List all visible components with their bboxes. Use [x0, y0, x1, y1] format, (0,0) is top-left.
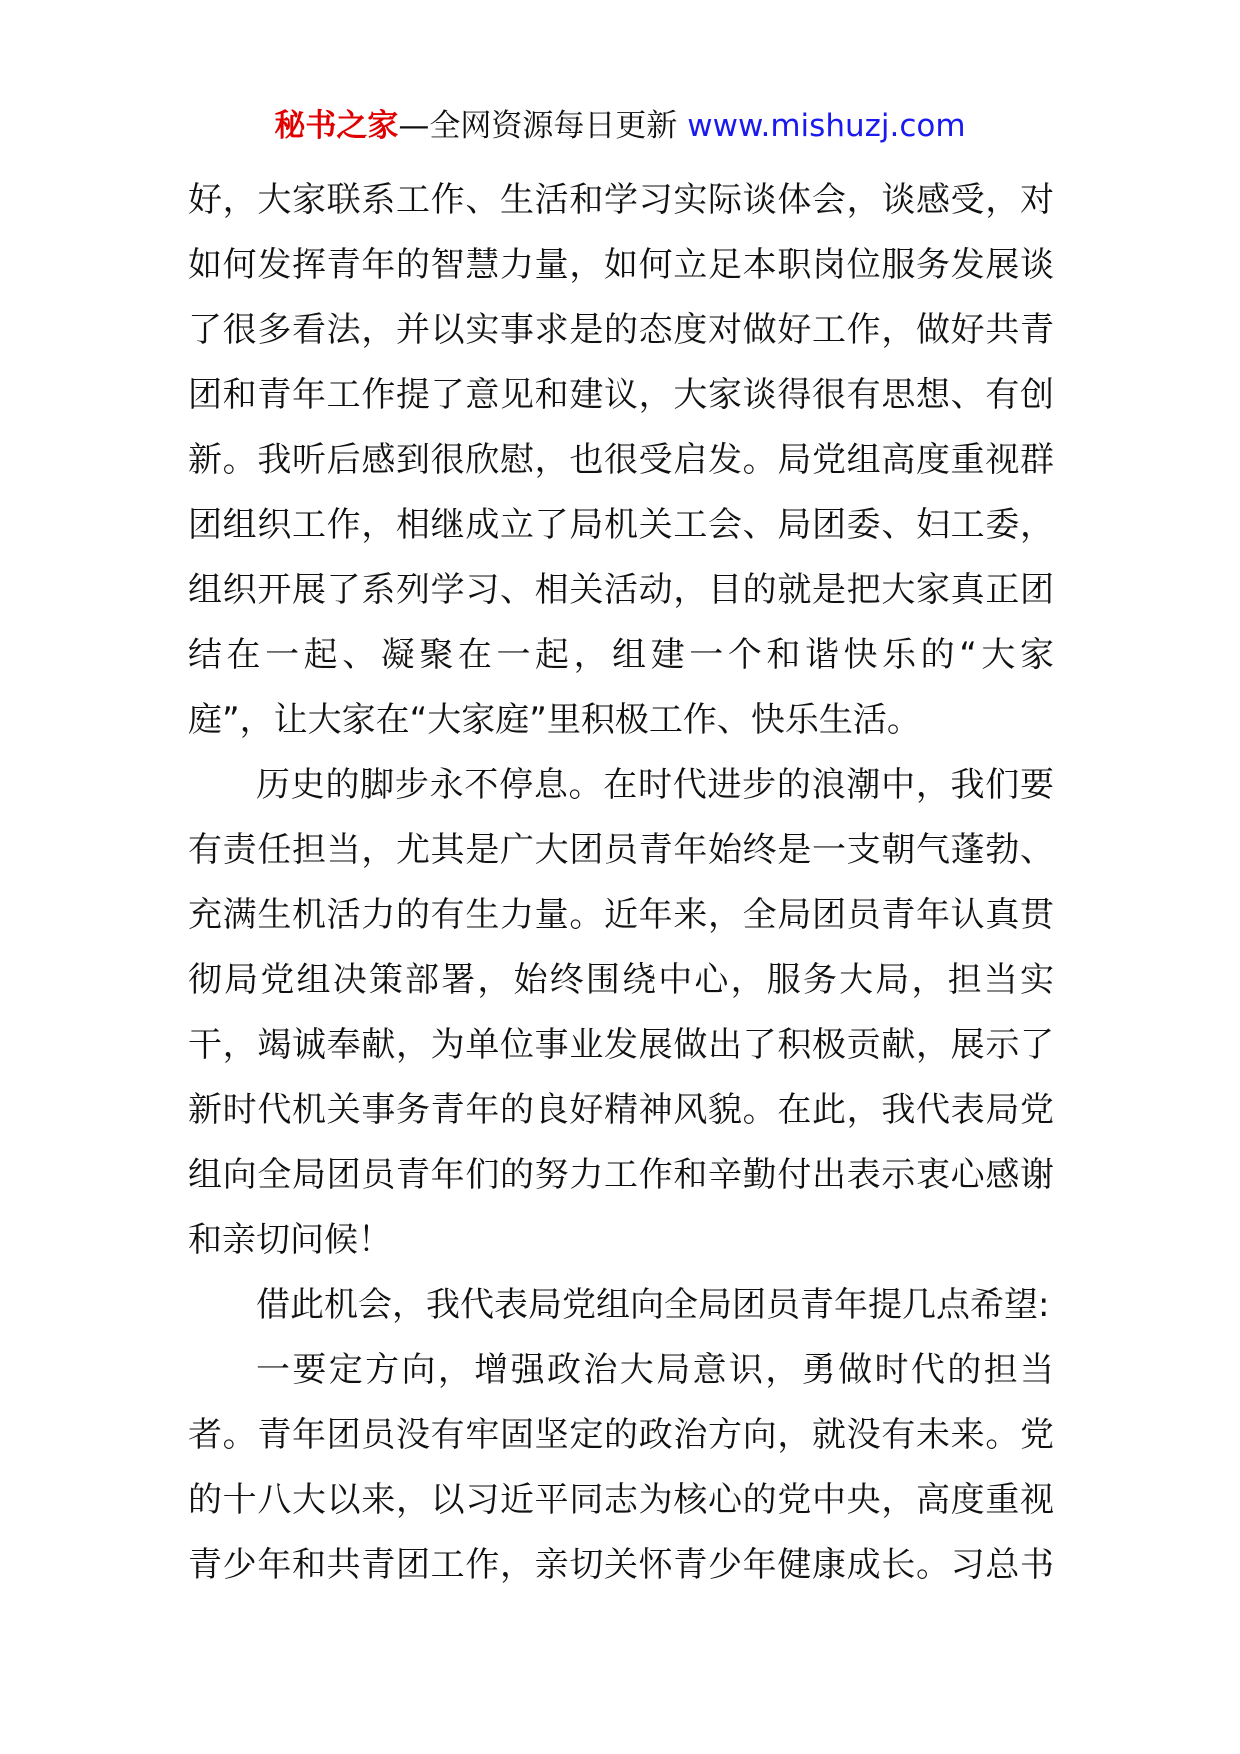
site-url[interactable]: www.mishuzj.com [687, 108, 966, 144]
paragraph-first-line: 一要定方向，增强政治大局意识，勇做时代的担当 [256, 1350, 1054, 1390]
text-line: 如何发挥青年的智慧力量，如何立足本职岗位服务发展谈 [188, 245, 1054, 285]
site-header [0, 104, 1240, 148]
text-line: 的十八大以来，以习近平同志为核心的党中央，高度重视 [188, 1480, 1054, 1520]
site-tagline: —全网资源每日更新 [398, 108, 688, 144]
text-line: 有责任担当，尤其是广大团员青年始终是一支朝气蓬勃、 [188, 830, 1054, 870]
text-line: 团组织工作，相继成立了局机关工会、局团委、妇工委， [188, 505, 1054, 545]
site-brand: 秘书之家 [274, 108, 399, 144]
text-line: 团和青年工作提了意见和建议，大家谈得很有思想、有创 [188, 375, 1054, 415]
text-line: 好，大家联系工作、生活和学习实际谈体会，谈感受，对 [188, 180, 1054, 220]
text-line: 充满生机活力的有生力量。近年来，全局团员青年认真贯 [188, 895, 1054, 935]
text-line: 干，竭诚奉献，为单位事业发展做出了积极贡献，展示了 [188, 1025, 1054, 1065]
text-line: 结在一起、凝聚在一起，组建一个和谐快乐的“大家 [188, 635, 1054, 675]
document-body [188, 168, 1054, 1598]
paragraph-first-line: 历史的脚步永不停息。在时代进步的浪潮中，我们要 [256, 765, 1054, 805]
paragraph-first-line: 借此机会，我代表局党组向全局团员青年提几点希望: [256, 1285, 1050, 1325]
text-line: 和亲切问候！ [188, 1220, 392, 1260]
text-line: 了很多看法，并以实事求是的态度对做好工作，做好共青 [188, 310, 1054, 350]
text-line: 庭”，让大家在“大家庭”里积极工作、快乐生活。 [188, 700, 921, 740]
text-line: 彻局党组决策部署，始终围绕中心，服务大局，担当实 [188, 960, 1054, 1000]
text-line: 者。青年团员没有牢固坚定的政治方向，就没有未来。党 [188, 1415, 1054, 1455]
text-line: 组织开展了系列学习、相关活动，目的就是把大家真正团 [188, 570, 1054, 610]
text-line: 青少年和共青团工作，亲切关怀青少年健康成长。习总书 [188, 1545, 1054, 1585]
text-line: 组向全局团员青年们的努力工作和辛勤付出表示衷心感谢 [188, 1155, 1054, 1195]
text-line: 新时代机关事务青年的良好精神风貌。在此，我代表局党 [188, 1090, 1054, 1130]
text-line: 新。我听后感到很欣慰，也很受启发。局党组高度重视群 [188, 440, 1054, 480]
